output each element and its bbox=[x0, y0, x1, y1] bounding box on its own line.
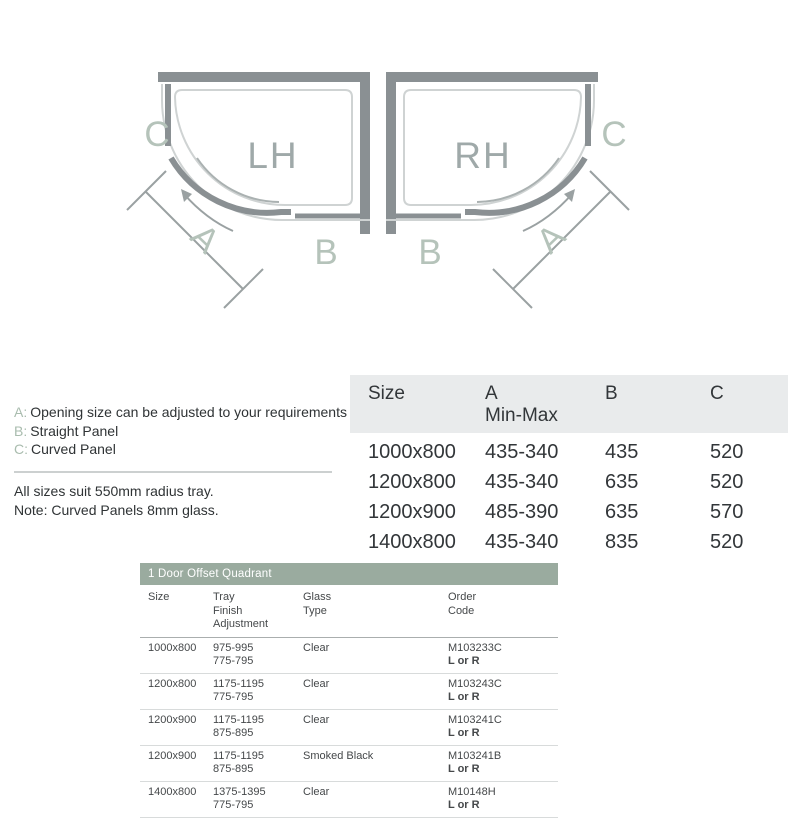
product-tray-cell bbox=[213, 642, 303, 669]
product-table-header-cell-line: Order bbox=[448, 591, 477, 603]
product-table-header-cell-line: Adjustment bbox=[213, 618, 269, 630]
product-code-cell-line: L or R bbox=[448, 691, 480, 703]
product-code-cell bbox=[448, 786, 558, 813]
legend-text-b: Straight Panel bbox=[30, 422, 119, 439]
size-table-cell-line: 485-390 bbox=[485, 500, 559, 523]
rh-label: RH bbox=[454, 135, 512, 176]
product-tray-cell-line: 875-895 bbox=[213, 763, 254, 775]
size-table-cell-line: 520 bbox=[710, 470, 744, 493]
size-table-cell bbox=[605, 531, 710, 554]
product-table-headers bbox=[140, 585, 558, 638]
dim-c-label-lh: C bbox=[144, 115, 170, 154]
size-table-cell-line: 435-340 bbox=[485, 440, 559, 463]
size-table-cell bbox=[605, 501, 710, 524]
legend-line-a bbox=[14, 403, 350, 422]
product-size-cell-line: 1200x900 bbox=[148, 713, 197, 726]
product-tray-cell bbox=[213, 714, 303, 741]
product-table-header-cell-line: Size bbox=[148, 591, 170, 603]
lh-enclosure-shape bbox=[127, 72, 370, 308]
dim-c-label-rh: C bbox=[601, 115, 627, 154]
product-glass-cell bbox=[303, 786, 448, 813]
product-tray-cell-line: 775-795 bbox=[213, 691, 254, 703]
product-size-cell bbox=[148, 678, 213, 705]
product-glass-cell bbox=[303, 642, 448, 669]
product-tray-cell-line: 775-795 bbox=[213, 799, 254, 811]
product-tray-cell-line: 875-895 bbox=[213, 727, 254, 739]
product-code-cell bbox=[448, 678, 558, 705]
tray-note: All sizes suit 550mm radius tray. bbox=[14, 482, 214, 499]
size-table-header-cell-line: B bbox=[605, 383, 618, 404]
size-table-header-cell-line: A bbox=[485, 383, 498, 404]
size-table-cell-line: 1400x800 bbox=[368, 530, 456, 553]
product-glass-cell bbox=[303, 678, 448, 705]
product-tray-cell bbox=[213, 786, 303, 813]
size-table-cell-line: 435 bbox=[605, 440, 639, 463]
product-size-cell bbox=[148, 750, 213, 777]
product-code-cell-line: L or R bbox=[448, 655, 480, 667]
size-table-header-cell bbox=[605, 383, 710, 427]
product-table-rows bbox=[140, 638, 558, 818]
product-tray-cell bbox=[213, 750, 303, 777]
product-size-cell-line: 1000x800 bbox=[148, 641, 197, 654]
product-tray-cell bbox=[213, 678, 303, 705]
product-size-cell-line: 1400x800 bbox=[148, 785, 197, 798]
product-size-cell bbox=[148, 642, 213, 669]
size-table-cell-line: 520 bbox=[710, 440, 744, 463]
notes-divider bbox=[14, 471, 332, 473]
legend-key-c: C: bbox=[14, 441, 28, 457]
size-table-cell bbox=[605, 441, 710, 464]
product-code-cell-line: L or R bbox=[448, 799, 480, 811]
size-table-cell-line: 635 bbox=[605, 470, 639, 493]
product-code-cell bbox=[448, 750, 558, 777]
product-glass-cell bbox=[303, 750, 448, 777]
product-code-cell bbox=[448, 642, 558, 669]
rh-enclosure-shape bbox=[386, 72, 629, 308]
enclosure-diagrams bbox=[0, 0, 800, 340]
product-code-cell-line: M103233C bbox=[448, 641, 502, 654]
product-code-cell-line: M103243C bbox=[448, 677, 502, 690]
product-tray-cell-line: 1375-1395 bbox=[213, 785, 266, 798]
size-table-cell bbox=[485, 531, 605, 554]
product-tray-cell-line: 1175-1195 bbox=[213, 713, 264, 726]
size-table bbox=[350, 375, 788, 557]
rh-diagram bbox=[386, 72, 629, 308]
product-tray-cell-line: 1175-1195 bbox=[213, 677, 264, 690]
product-table-header-cell bbox=[448, 591, 558, 632]
legend-line-b bbox=[14, 422, 350, 441]
size-table-cell bbox=[710, 471, 788, 494]
size-table-row bbox=[350, 437, 788, 467]
size-table-cell-line: 1200x800 bbox=[368, 470, 456, 493]
product-table-header-cell bbox=[303, 591, 448, 632]
product-glass-cell-line: Clear bbox=[303, 641, 330, 654]
product-table-header-cell bbox=[213, 591, 303, 632]
product-table-header-cell bbox=[148, 591, 213, 632]
product-table-row bbox=[140, 674, 558, 710]
size-table-cell bbox=[710, 531, 788, 554]
size-table-cell bbox=[368, 441, 485, 464]
product-code-cell bbox=[448, 714, 558, 741]
product-code-cell-line: L or R bbox=[448, 727, 480, 739]
product-glass-cell-line: Clear bbox=[303, 677, 330, 690]
dim-a-label-rh: A bbox=[529, 216, 573, 261]
size-table-cell-line: 635 bbox=[605, 500, 639, 523]
size-table-header-cell bbox=[485, 383, 605, 427]
product-size-cell-line: 1200x800 bbox=[148, 677, 197, 690]
size-table-header-cell-line: Min-Max bbox=[485, 405, 558, 426]
notes-block bbox=[14, 403, 350, 521]
product-table-header-cell-line: Code bbox=[448, 604, 475, 617]
product-table-title: 1 Door Offset Quadrant bbox=[140, 563, 558, 585]
product-size-cell bbox=[148, 714, 213, 741]
product-tray-cell-line: 975-995 bbox=[213, 641, 254, 654]
size-table-row bbox=[350, 467, 788, 497]
lh-diagram bbox=[127, 72, 370, 308]
product-table bbox=[140, 563, 558, 818]
size-table-header-cell-line: C bbox=[710, 383, 724, 404]
size-table-header bbox=[350, 375, 788, 433]
product-glass-cell-line: Smoked Black bbox=[303, 749, 374, 762]
product-code-cell-line: M103241B bbox=[448, 749, 502, 762]
product-code-cell-line: M103241C bbox=[448, 713, 502, 726]
legend-text-a: Opening size can be adjusted to your requirements bbox=[30, 404, 347, 420]
size-table-cell bbox=[368, 501, 485, 524]
dim-b-label-lh: B bbox=[314, 233, 338, 272]
size-table-cell-line: 1000x800 bbox=[368, 440, 456, 463]
product-table-row bbox=[140, 710, 558, 746]
size-table-cell bbox=[605, 471, 710, 494]
product-table-header-cell-line: Glass bbox=[303, 591, 332, 603]
dim-b-label-rh: B bbox=[418, 233, 442, 272]
size-table-row bbox=[350, 497, 788, 527]
size-table-cell-line: 435-340 bbox=[485, 470, 559, 493]
size-table-cell bbox=[485, 501, 605, 524]
product-glass-cell bbox=[303, 714, 448, 741]
product-table-header-cell-line: Tray bbox=[213, 591, 235, 603]
legend-text-c: Curved Panel bbox=[31, 441, 116, 457]
size-table-cell bbox=[710, 501, 788, 524]
product-table-header-cell-line: Type bbox=[303, 604, 327, 617]
size-table-cell bbox=[485, 441, 605, 464]
lh-label: LH bbox=[247, 135, 299, 176]
product-table-row bbox=[140, 638, 558, 674]
product-glass-cell-line: Clear bbox=[303, 713, 330, 726]
product-table-row bbox=[140, 746, 558, 782]
size-table-cell bbox=[710, 441, 788, 464]
size-table-cell bbox=[368, 471, 485, 494]
size-table-cell-line: 520 bbox=[710, 530, 744, 553]
size-table-cell-line: 835 bbox=[605, 530, 639, 553]
legend-key-a: A: bbox=[14, 404, 28, 420]
product-tray-cell-line: 1175-1195 bbox=[213, 749, 264, 762]
product-code-cell-line: L or R bbox=[448, 763, 480, 775]
size-table-cell-line: 570 bbox=[710, 500, 744, 523]
size-table-cell bbox=[485, 471, 605, 494]
product-size-cell bbox=[148, 786, 213, 813]
product-glass-cell-line: Clear bbox=[303, 785, 330, 798]
product-table-header-cell-line: Finish bbox=[213, 604, 243, 617]
size-table-cell bbox=[368, 531, 485, 554]
size-table-row bbox=[350, 527, 788, 557]
size-table-cell-line: 435-340 bbox=[485, 530, 559, 553]
size-table-rows bbox=[350, 437, 788, 557]
legend-key-b: B: bbox=[14, 422, 28, 439]
product-size-cell-line: 1200x900 bbox=[148, 749, 197, 762]
product-tray-cell-line: 775-795 bbox=[213, 655, 254, 667]
size-table-cell-line: 1200x900 bbox=[368, 500, 456, 523]
size-table-header-cell bbox=[710, 383, 788, 427]
legend-line-c bbox=[14, 440, 350, 459]
size-table-header-cell-line: Size bbox=[368, 383, 405, 404]
glass-note: Note: Curved Panels 8mm glass. bbox=[14, 502, 219, 518]
product-code-cell-line: M10148H bbox=[448, 785, 496, 798]
dim-a-label-lh: A bbox=[183, 216, 227, 261]
size-table-header-cell bbox=[368, 383, 485, 427]
